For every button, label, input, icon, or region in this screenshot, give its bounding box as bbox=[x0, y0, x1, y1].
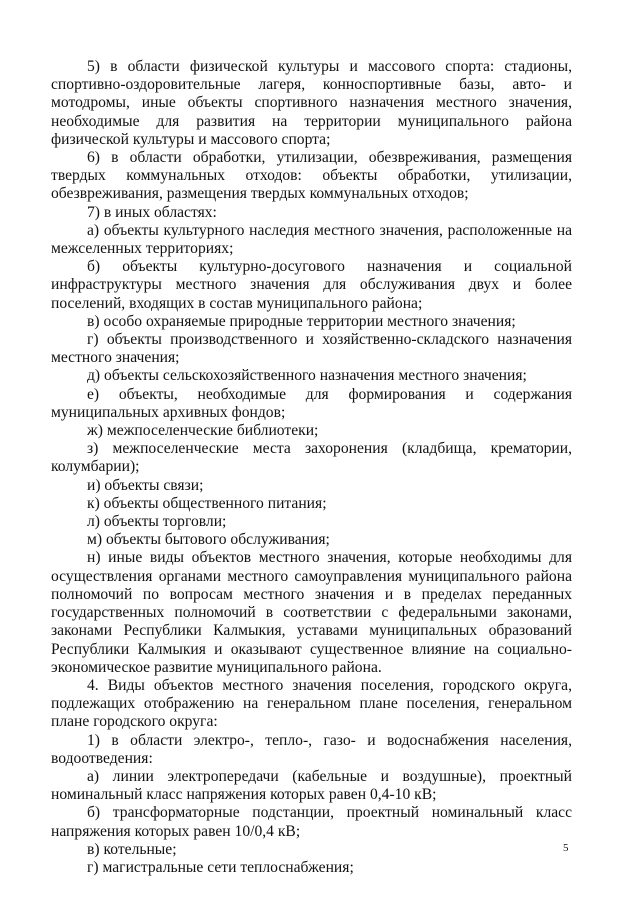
list-item-v: в) особо охраняемые природные территории местного значения; bbox=[87, 312, 516, 330]
paragraph-waste: 6) в области обработки, утилизации, обезвреживания, размещения твердых коммунальных отходов: объекты обработки, утилизации, обезвреживания, размещения твердых коммунальных отходов; bbox=[51, 149, 572, 203]
utility-item-v: в) котельные; bbox=[87, 840, 177, 858]
list-item-z: з) межпоселенческие места захоронения (кладбища, крематории, колумбарии); bbox=[51, 440, 572, 476]
paragraph-other-areas: 7) в иных областях: bbox=[87, 203, 217, 221]
list-item-d: д) объекты сельскохозяйственного назначения местного значения; bbox=[87, 367, 527, 385]
list-item-g: г) объекты производственного и хозяйственно-складского назначения местного значения; bbox=[51, 331, 572, 367]
page-number: 5 bbox=[563, 842, 569, 854]
section-4-heading: 4. Виды объектов местного значения поселения, городского округа, подлежащих отображению на генеральном плане поселения, генеральном плане городского округа: bbox=[51, 676, 572, 731]
list-item-b: б) объекты культурно-досугового назначения и социальной инфраструктуры местного значения для обслуживания двух и более поселений, входящих в состав муниципального района; bbox=[51, 258, 572, 312]
paragraph-sport: 5) в области физической культуры и массового спорта: стадионы, спортивно-оздоровительные лагеря, конноспортивные базы, авто- и мотодромы, иные объекты спортивного назначения местного значения, необходимые для развития на территории муниципального района физической культуры и массового спорта; bbox=[51, 58, 572, 148]
list-item-a: а) объекты культурного наследия местного значения, расположенные на межселенных территориях; bbox=[51, 221, 572, 258]
document-page bbox=[51, 58, 572, 877]
list-item-m: м) объекты бытового обслуживания; bbox=[87, 531, 330, 549]
list-item-zh: ж) межпоселенческие библиотеки; bbox=[87, 422, 319, 440]
utility-item-g: г) магистральные сети теплоснабжения; bbox=[87, 858, 354, 876]
list-item-e: е) объекты, необходимые для формирования и содержания муниципальных архивных фондов; bbox=[51, 385, 572, 421]
utility-item-b: б) трансформаторные подстанции, проектный номинальный класс напряжения которых равен 10/0,4 кВ; bbox=[51, 804, 572, 840]
paragraph-utilities: 1) в области электро-, тепло-, газо- и водоснабжения населения, водоотведения: bbox=[51, 731, 572, 767]
list-item-n: н) иные виды объектов местного значения, которые необходимы для осуществления органами местного самоуправления муниципального района полномочий по вопросам местного значения и в пределах переданных государственных полномочий в соответствии с федеральными законами, законами Республики Калмыкия, уставами муниципальных образований Республики Калмыкия и оказывают существенное влияние на социально-экономическое развитие муниципального района. bbox=[51, 549, 572, 676]
utility-item-a: а) линии электропередачи (кабельные и воздушные), проектный номинальный класс напряжения которых равен 0,4-10 кВ; bbox=[51, 767, 572, 804]
list-item-l: л) объекты торговли; bbox=[87, 513, 227, 531]
list-item-i: и) объекты связи; bbox=[87, 476, 204, 494]
list-item-k: к) объекты общественного питания; bbox=[87, 494, 327, 512]
